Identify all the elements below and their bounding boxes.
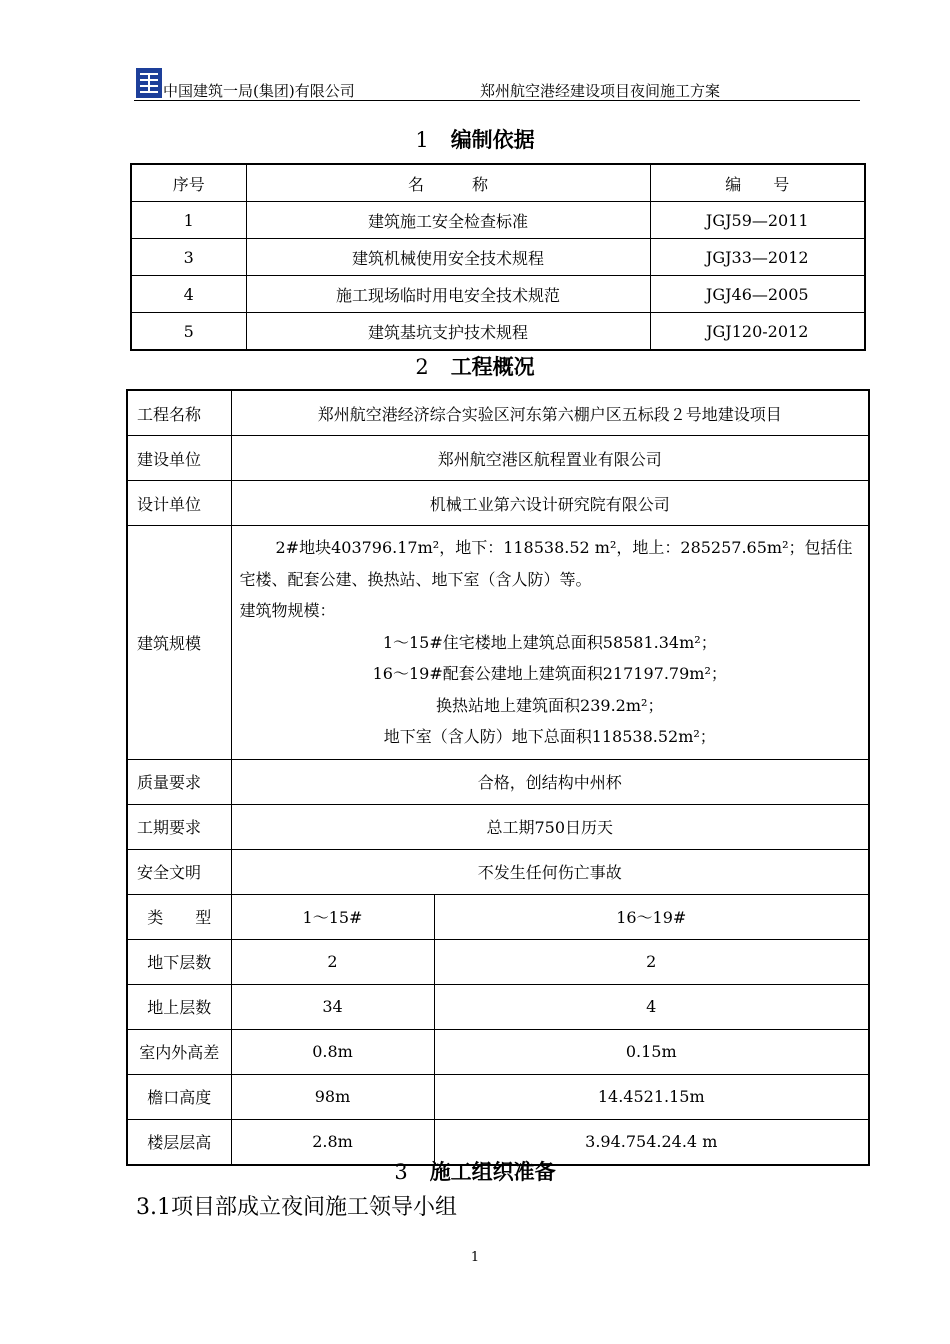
row-no: 1 [131,202,246,239]
info-row [127,759,869,804]
standards-table [130,163,866,351]
info-label: 建筑规模 [127,526,231,760]
info-row [127,804,869,849]
type-value-b: 4 [434,984,869,1029]
type-row [127,1029,869,1074]
row-name: 建筑基坑支护技术规程 [246,313,650,351]
type-value-a: 34 [231,984,434,1029]
type-header-label: 类 型 [127,894,231,939]
type-label: 檐口高度 [127,1074,231,1119]
table-row [131,313,865,351]
header-divider [134,100,860,101]
scale-item: 换热站地上建筑面积239.2m²； [436,695,664,715]
type-label: 地上层数 [127,984,231,1029]
info-value: 机械工业第六设计研究院有限公司 [231,481,869,526]
table-row [131,276,865,313]
info-value: 不发生任何伤亡事故 [231,849,869,894]
info-row [127,481,869,526]
section-3-heading: 3 施工组织准备 [394,1160,556,1184]
info-value: 合格，创结构中州杯 [231,759,869,804]
info-label: 设计单位 [127,481,231,526]
page-number: 1 [470,1250,480,1265]
type-row [127,984,869,1029]
info-value: 郑州航空港经济综合实验区河东第六棚户区五标段２号地建设项目 [231,390,869,436]
type-value-b: 0.15m [434,1029,869,1074]
type-row [127,1074,869,1119]
col-header-no: 序号 [131,164,246,202]
type-header-row [127,894,869,939]
scale-content [231,526,869,760]
row-name: 建筑施工安全检查标准 [246,202,650,239]
type-header-b: 16～19# [434,894,869,939]
type-row [127,939,869,984]
type-value-a: 2 [231,939,434,984]
info-value: 郑州航空港区航程置业有限公司 [231,436,869,481]
type-label: 室内外高差 [127,1029,231,1074]
row-code: JGJ33—2012 [650,239,865,276]
type-value-b: 14.4521.15m [434,1074,869,1119]
info-row [127,390,869,436]
subsection-heading: 3.1项目部成立夜间施工领导小组 [136,1195,457,1220]
scale-subtitle: 建筑物规模： [239,601,336,620]
type-value-a: 0.8m [231,1029,434,1074]
info-label: 工期要求 [127,804,231,849]
col-header-code: 编 号 [650,164,865,202]
info-row [127,436,869,481]
type-value-a: 2.8m [231,1119,434,1165]
type-value-b: 3.94.754.24.4 m [434,1119,869,1165]
header-company: 中国建筑一局(集团)有限公司 [163,82,355,100]
scale-item: 地下室（含人防）地下总面积118538.52m²； [383,727,716,746]
row-code: JGJ59—2011 [650,202,865,239]
info-label: 建设单位 [127,436,231,481]
scale-item: 16～19#配套公建地上建筑面积217197.79m²； [372,664,727,683]
info-label: 质量要求 [127,759,231,804]
scale-summary: 2#地块403796.17m²，地下：118538.52 m²，地上：285257.65m²；包括住宅楼、配套公建、换热站、地下室（含人防）等。 [239,538,853,589]
row-name: 施工现场临时用电安全技术规范 [246,276,650,313]
row-no: 4 [131,276,246,313]
table-row [131,239,865,276]
table-header-row [131,164,865,202]
info-label: 安全文明 [127,849,231,894]
project-overview-table [126,389,870,1166]
type-header-a: 1～15# [231,894,434,939]
type-label: 地下层数 [127,939,231,984]
section-1-heading: 1 编制依据 [415,128,535,152]
col-header-name: 名 称 [246,164,650,202]
scale-item: 1～15#住宅楼地上建筑总面积58581.34m²； [382,632,717,652]
info-label: 工程名称 [127,390,231,436]
header-project: 郑州航空港经建设项目夜间施工方案 [480,82,721,100]
company-logo [136,68,162,98]
row-no: 5 [131,313,246,351]
row-code: JGJ46—2005 [650,276,865,313]
type-label: 楼层层高 [127,1119,231,1165]
section-2-heading: 2 工程概况 [415,355,535,379]
row-code: JGJ120-2012 [650,313,865,351]
scale-row [127,526,869,760]
info-value: 总工期750日历天 [231,804,869,849]
info-row [127,849,869,894]
row-no: 3 [131,239,246,276]
row-name: 建筑机械使用安全技术规程 [246,239,650,276]
type-value-a: 98m [231,1074,434,1119]
type-value-b: 2 [434,939,869,984]
table-row [131,202,865,239]
